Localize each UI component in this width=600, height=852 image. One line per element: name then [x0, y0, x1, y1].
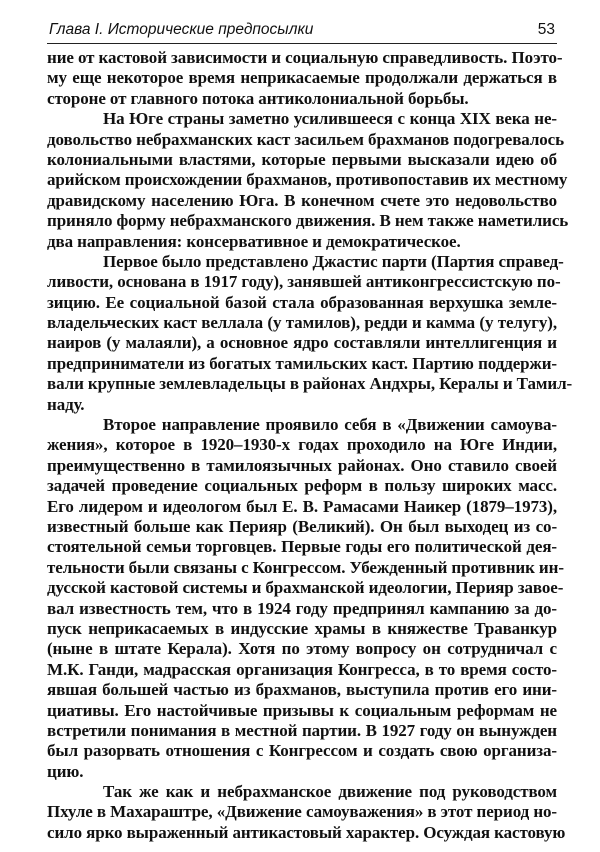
- text-line: (ныне в штате Керала). Хотя по этому вопросу он сотрудничал с: [47, 639, 557, 659]
- text-line: был разорвать отношения с Конгрессом и создать свою организа-: [47, 741, 557, 761]
- running-header: [47, 19, 557, 44]
- paragraph: [47, 415, 564, 782]
- text-line: явшая большей частью из брахманов, выступила против его ини-: [47, 680, 557, 700]
- text-line: Первое было представлено Джастис парти (Партия справед-: [103, 251, 564, 271]
- text-line: жения», которое в 1920–1930-х годах проходило на Юге Индии,: [47, 435, 557, 455]
- text-line: пуск неприкасаемых в индусские храмы в княжестве Траванкур: [47, 618, 557, 638]
- text-line: На Юге страны заметно усилившееся с конца XIX века не-: [103, 109, 557, 129]
- text-line: Пхуле в Махараштре, «Движение самоуважения» в этот период но-: [47, 802, 557, 822]
- paragraph: [47, 782, 566, 843]
- text-line: ливости, основана в 1917 году), занявшей антиконгрессистскую по-: [47, 272, 561, 292]
- text-line: преимущественно в тамилоязычных районах. Оно ставило своей: [47, 455, 557, 475]
- text-line: стоятельной семьи торговцев. Первые годы его политической дея-: [47, 537, 557, 557]
- text-line: сило ярко выраженный антикастовый характер. Осуждая кастовую: [47, 822, 566, 842]
- text-line: задачей проведение социальных реформ в пользу широких масс.: [47, 476, 557, 496]
- text-line: стороне от главного потока антиколониальной борьбы.: [47, 88, 469, 108]
- text-line: цию.: [47, 761, 84, 781]
- text-line: два направления: консервативное и демократическое.: [47, 231, 461, 251]
- paragraph: [47, 109, 569, 252]
- paragraph: [47, 251, 573, 415]
- text-line: колониальными властями, которые первыми высказали идею об: [47, 149, 557, 169]
- body-text: [47, 48, 573, 843]
- paragraph: [47, 48, 563, 109]
- text-line: довольство небрахманских каст засильем брахманов подогревалось: [47, 129, 564, 149]
- text-line: вали крупные землевладельцы в районах Андхры, Кералы и Тамил-: [47, 374, 573, 394]
- text-line: Его лидером и идеологом был Е. В. Рамасами Наикер (1879–1973),: [47, 496, 557, 516]
- text-line: циативы. Его настойчивые призывы к социальным реформам не: [47, 700, 557, 720]
- text-line: наиров (у малаяли), а основное ядро составляли интеллигенция и: [47, 333, 557, 353]
- page-number: 53: [537, 21, 555, 38]
- text-line: ние от кастовой зависимости и социальную справедливость. Поэто-: [47, 48, 563, 67]
- text-line: известный больше как Перияр (Великий). Он был выходец из со-: [47, 516, 557, 536]
- text-line: Второе направление проявило себя в «Движении самоува-: [103, 415, 557, 435]
- text-line: Так же как и небрахманское движение под руководством: [103, 782, 557, 802]
- text-line: арийском происхождении брахманов, противопоставив их местному: [47, 170, 568, 190]
- text-line: вал известность тем, что в 1924 году предпринял кампанию за до-: [47, 598, 557, 618]
- text-line: му еще некоторое время неприкасаемые продолжали держаться в: [47, 68, 557, 88]
- chapter-title: Глава I. Исторические предпосылки: [49, 21, 314, 38]
- text-line: тельности были связаны с Конгрессом. Убежденный противник ин-: [47, 557, 564, 577]
- text-line: предприниматели из богатых тамильских каст. Партию поддержи-: [47, 353, 557, 373]
- text-line: наду.: [47, 394, 85, 414]
- text-line: дравидскому населению Юга. В конечном счете это недовольство: [47, 190, 557, 210]
- text-line: приняло форму небрахманского движения. В нем также наметились: [47, 211, 569, 231]
- text-line: зицию. Ее социальной базой стала образованная верхушка земле-: [47, 292, 557, 312]
- text-line: встретили понимания в местной партии. В 1927 году он вынужден: [47, 720, 557, 740]
- text-line: владельческих каст веллала (у тамилов), редди и камма (у телугу),: [47, 313, 557, 333]
- text-line: М.К. Ганди, мадрасская организация Конгресса, в то время состо-: [47, 659, 557, 679]
- text-line: дусской кастовой системы и брахманской идеологии, Перияр завое-: [47, 578, 564, 598]
